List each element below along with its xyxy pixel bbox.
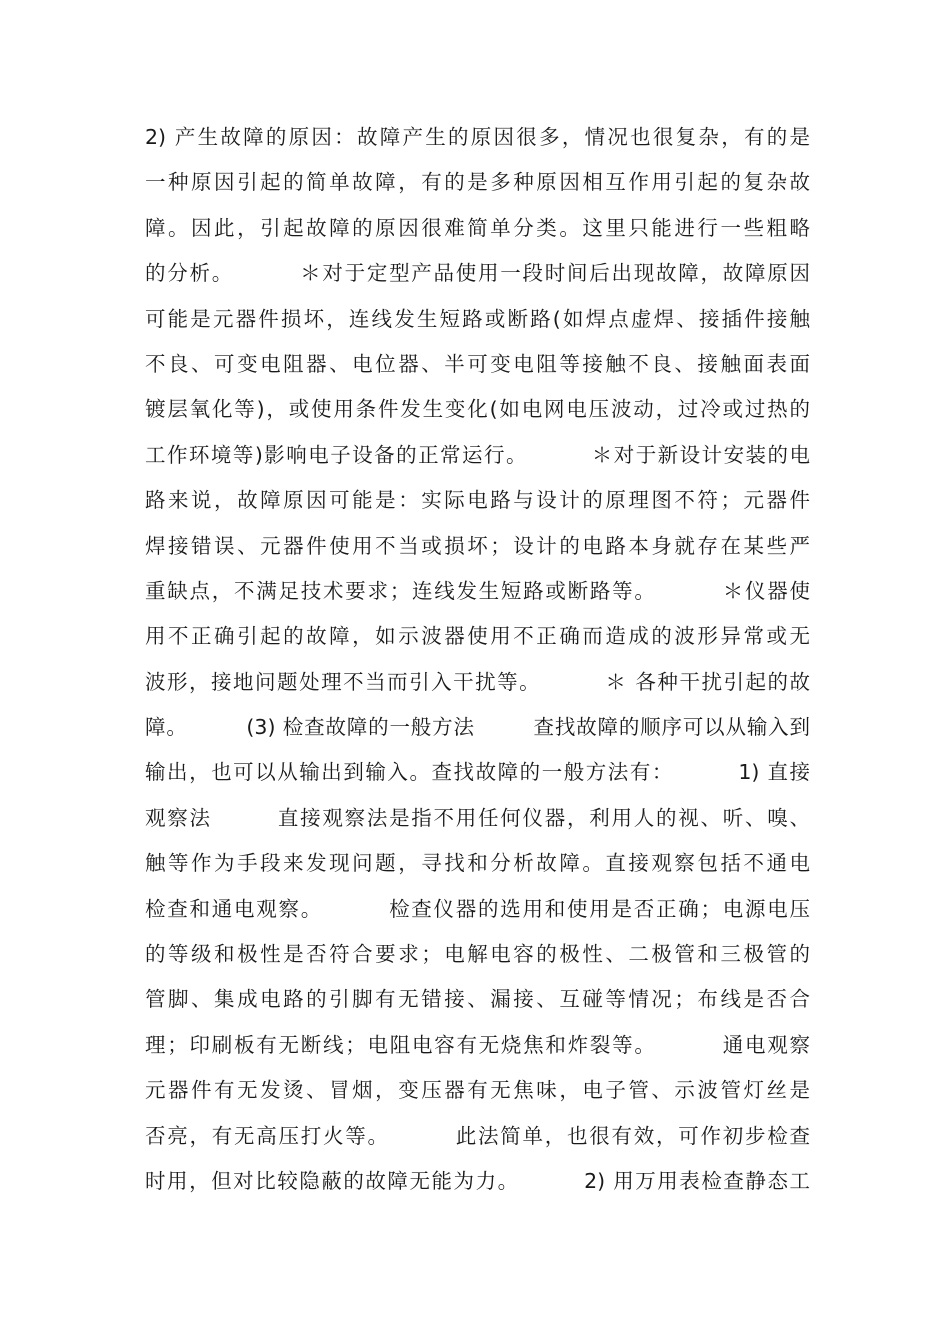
text-line: 观察法 直接观察法是指不用任何仪器，利用人的视、听、嗅、 — [145, 805, 810, 830]
text-line: 不良、可变电阻器、电位器、半可变电阻等接触不良、接触面表面 — [145, 351, 810, 376]
text-line: 理；印刷板有无断线；电阻电容有无烧焦和炸裂等。 通电观察 — [145, 1032, 810, 1057]
text-line: 输出，也可以从输出到输入。查找故障的一般方法有： 1) 直接 — [145, 760, 810, 785]
text-line: 检查和通电观察。 检查仪器的选用和使用是否正确；电源电压 — [145, 896, 810, 921]
text-line: 管脚、集成电路的引脚有无错接、漏接、互碰等情况；布线是否合 — [145, 987, 810, 1012]
body-text — [145, 115, 810, 1204]
text-line: 工作环境等)影响电子设备的正常运行。 ＊对于新设计安装的电 — [145, 442, 810, 467]
text-line: 的等级和极性是否符合要求；电解电容的极性、二极管和三极管的 — [145, 942, 810, 967]
text-line: 波形，接地问题处理不当而引入干扰等。 ＊ 各种干扰引起的故 — [145, 669, 810, 694]
text-line: 的分析。 ＊对于定型产品使用一段时间后出现故障，故障原因 — [145, 261, 810, 286]
text-line: 时用，但对比较隐蔽的故障无能为力。 2) 用万用表检查静态工 — [145, 1168, 810, 1193]
text-line: 镀层氧化等)，或使用条件发生变化(如电网电压波动，过冷或过热的 — [145, 397, 810, 422]
text-line: 障。 (3) 检查故障的一般方法 查找故障的顺序可以从输入到 — [145, 715, 810, 740]
text-line: 重缺点，不满足技术要求；连线发生短路或断路等。 ＊仪器使 — [145, 578, 810, 603]
text-line: 2) 产生故障的原因：故障产生的原因很多，情况也很复杂，有的是 — [145, 125, 810, 149]
text-line: 路来说，故障原因可能是：实际电路与设计的原理图不符；元器件 — [145, 488, 810, 513]
text-line: 用不正确引起的故障，如示波器使用不正确而造成的波形异常或无 — [145, 624, 810, 649]
text-line: 否亮，有无高压打火等。 此法简单，也很有效，可作初步检查 — [145, 1123, 810, 1148]
text-line: 元器件有无发烫、冒烟，变压器有无焦味，电子管、示波管灯丝是 — [145, 1078, 810, 1103]
text-line: 可能是元器件损坏，连线发生短路或断路(如焊点虚焊、接插件接触 — [145, 306, 810, 331]
text-line: 一种原因引起的简单故障，有的是多种原因相互作用引起的复杂故 — [145, 170, 810, 195]
text-line: 触等作为手段来发现问题，寻找和分析故障。直接观察包括不通电 — [145, 851, 810, 876]
text-line: 焊接错误、元器件使用不当或损坏；设计的电路本身就存在某些严 — [145, 533, 810, 558]
text-line: 障。因此，引起故障的原因很难简单分类。这里只能进行一些粗略 — [145, 215, 810, 240]
